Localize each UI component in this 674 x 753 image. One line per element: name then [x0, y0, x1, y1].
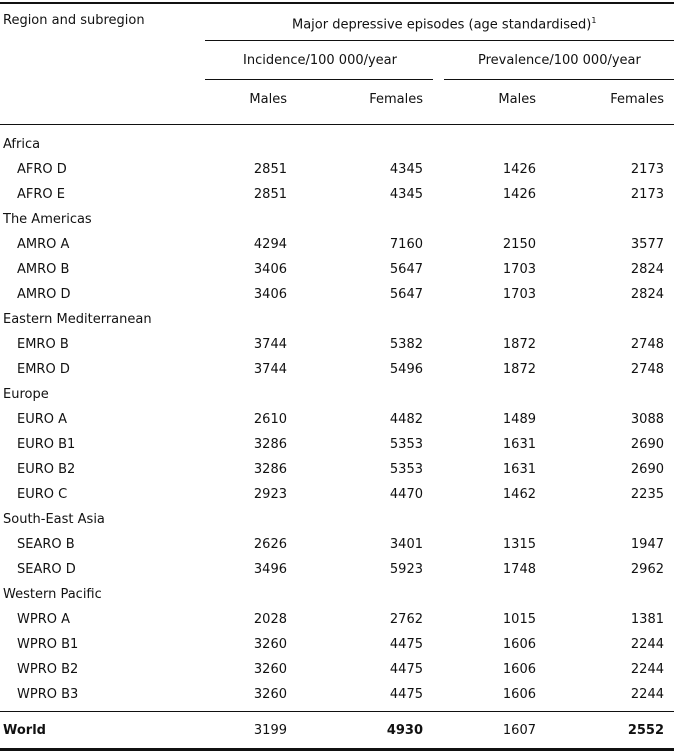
cell-prevalence-males: 1872	[502, 337, 536, 352]
cell-prevalence-males: 1703	[502, 287, 536, 302]
cell-incidence-females: 5647	[389, 262, 423, 277]
subregion-label: WPRO A	[17, 612, 70, 627]
prevalence-males-header: Males	[498, 92, 536, 107]
subregion-label: EURO A	[17, 412, 68, 427]
cell-incidence-males: 2028	[253, 612, 287, 627]
prevalence-group-rule	[444, 79, 674, 80]
cell-incidence-males: 2610	[253, 412, 287, 427]
world-prevalence-females: 2552	[627, 723, 664, 738]
incidence-group-rule	[205, 79, 433, 80]
cell-incidence-males: 3496	[253, 562, 287, 577]
incidence-males-header: Males	[249, 92, 287, 107]
cell-prevalence-males: 1462	[502, 487, 536, 502]
subregion-label: WPRO B3	[17, 687, 79, 702]
world-incidence-males: 3199	[253, 723, 287, 738]
incidence-females-header: Females	[369, 92, 423, 107]
cell-prevalence-males: 1315	[502, 537, 536, 552]
cell-prevalence-females: 2244	[630, 662, 664, 677]
cell-incidence-males: 4294	[253, 237, 287, 252]
cell-incidence-females: 5382	[389, 337, 423, 352]
main-column-header	[292, 13, 596, 33]
cell-prevalence-males: 1606	[502, 662, 536, 677]
cell-prevalence-females: 2173	[630, 162, 664, 177]
region-heading: South-East Asia	[3, 512, 105, 527]
cell-prevalence-females: 1381	[630, 612, 664, 627]
subregion-label: WPRO B1	[17, 637, 79, 652]
cell-incidence-females: 2762	[389, 612, 423, 627]
region-heading: The Americas	[3, 212, 92, 227]
cell-prevalence-females: 3088	[630, 412, 664, 427]
cell-incidence-females: 5353	[389, 462, 423, 477]
cell-prevalence-females: 2690	[630, 462, 664, 477]
subregion-label: AMRO A	[17, 237, 70, 252]
cell-prevalence-females: 2235	[630, 487, 664, 502]
cell-incidence-males: 3406	[253, 262, 287, 277]
cell-incidence-males: 3286	[253, 462, 287, 477]
cell-prevalence-males: 1015	[502, 612, 536, 627]
cell-prevalence-females: 3577	[630, 237, 664, 252]
cell-prevalence-females: 2244	[630, 637, 664, 652]
world-label: World	[3, 723, 46, 738]
prevalence-females-header: Females	[610, 92, 664, 107]
cell-incidence-females: 5923	[389, 562, 423, 577]
main-title-text: Major depressive episodes (age standardised)	[292, 17, 592, 33]
cell-prevalence-males: 1703	[502, 262, 536, 277]
cell-prevalence-males: 1748	[502, 562, 536, 577]
subregion-label: EURO C	[17, 487, 68, 502]
cell-prevalence-females: 2748	[630, 362, 664, 377]
cell-incidence-males: 3286	[253, 437, 287, 452]
table-bottom-rule	[0, 748, 674, 751]
cell-incidence-females: 4475	[389, 637, 423, 652]
region-heading: Europe	[3, 387, 49, 402]
cell-incidence-males: 3744	[253, 337, 287, 352]
cell-prevalence-males: 1426	[502, 187, 536, 202]
cell-prevalence-females: 2690	[630, 437, 664, 452]
cell-prevalence-females: 2962	[630, 562, 664, 577]
cell-incidence-females: 5353	[389, 437, 423, 452]
prevalence-group-header: Prevalence/100 000/year	[478, 53, 641, 68]
cell-incidence-females: 4482	[389, 412, 423, 427]
cell-incidence-females: 4345	[389, 187, 423, 202]
cell-prevalence-females: 2244	[630, 687, 664, 702]
cell-incidence-females: 4345	[389, 162, 423, 177]
cell-prevalence-females: 2748	[630, 337, 664, 352]
cell-prevalence-males: 1631	[502, 462, 536, 477]
cell-prevalence-males: 1606	[502, 687, 536, 702]
incidence-group-header: Incidence/100 000/year	[243, 53, 397, 68]
cell-incidence-males: 2851	[253, 162, 287, 177]
subregion-label: AMRO B	[17, 262, 70, 277]
table-top-rule	[0, 2, 674, 4]
subregion-label: EURO B1	[17, 437, 76, 452]
cell-incidence-females: 5496	[389, 362, 423, 377]
cell-prevalence-females: 2173	[630, 187, 664, 202]
subregion-label: SEARO D	[17, 562, 76, 577]
cell-incidence-females: 5647	[389, 287, 423, 302]
cell-incidence-females: 3401	[389, 537, 423, 552]
cell-incidence-males: 2923	[253, 487, 287, 502]
region-heading: Eastern Mediterranean	[3, 312, 152, 327]
world-prevalence-males: 1607	[502, 723, 536, 738]
region-column-header: Region and subregion	[3, 13, 145, 28]
world-top-rule	[0, 711, 674, 712]
subregion-label: SEARO B	[17, 537, 75, 552]
cell-prevalence-males: 1872	[502, 362, 536, 377]
cell-incidence-males: 3260	[253, 687, 287, 702]
cell-prevalence-females: 2824	[630, 287, 664, 302]
header-span-rule	[205, 40, 674, 41]
subregion-label: AMRO D	[17, 287, 71, 302]
subregion-label: EMRO D	[17, 362, 70, 377]
header-bottom-rule	[0, 124, 674, 125]
subregion-label: AFRO E	[17, 187, 65, 202]
cell-prevalence-females: 2824	[630, 262, 664, 277]
cell-incidence-males: 3744	[253, 362, 287, 377]
cell-prevalence-males: 1489	[502, 412, 536, 427]
subregion-label: AFRO D	[17, 162, 67, 177]
cell-incidence-males: 3406	[253, 287, 287, 302]
cell-incidence-males: 3260	[253, 637, 287, 652]
cell-incidence-females: 4470	[389, 487, 423, 502]
cell-prevalence-males: 1426	[502, 162, 536, 177]
cell-incidence-females: 7160	[389, 237, 423, 252]
subregion-label: EMRO B	[17, 337, 69, 352]
cell-incidence-males: 2851	[253, 187, 287, 202]
cell-incidence-females: 4475	[389, 687, 423, 702]
cell-incidence-males: 3260	[253, 662, 287, 677]
cell-prevalence-males: 2150	[502, 237, 536, 252]
cell-incidence-males: 2626	[253, 537, 287, 552]
cell-incidence-females: 4475	[389, 662, 423, 677]
subregion-label: EURO B2	[17, 462, 76, 477]
subregion-label: WPRO B2	[17, 662, 79, 677]
cell-prevalence-males: 1631	[502, 437, 536, 452]
cell-prevalence-females: 1947	[630, 537, 664, 552]
footnote-marker: 1	[591, 16, 597, 25]
region-heading: Africa	[3, 137, 41, 152]
cell-prevalence-males: 1606	[502, 637, 536, 652]
region-heading: Western Pacific	[3, 587, 102, 602]
world-incidence-females: 4930	[386, 723, 423, 738]
